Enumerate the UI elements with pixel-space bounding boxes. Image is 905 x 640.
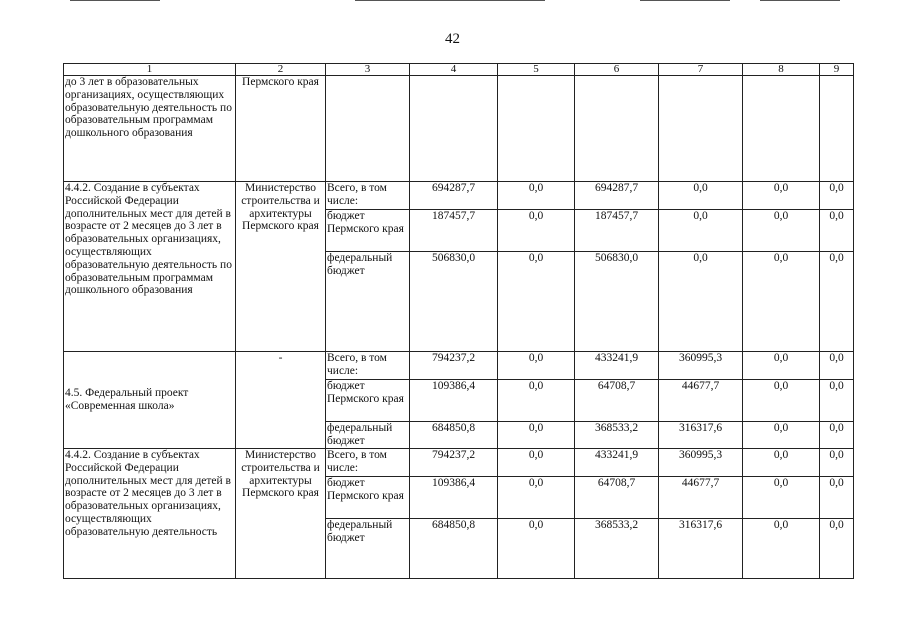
- value-col7: 316317,6: [659, 519, 743, 579]
- value-col8: 0,0: [743, 252, 820, 352]
- value-col9: 0,0: [820, 252, 854, 352]
- activity-description: 4.5. Федеральный проект «Современная школа»: [64, 352, 236, 449]
- value-total: 794237,2: [410, 352, 498, 380]
- responsible-executor: Министерство строительства и архитектуры Пермского края: [236, 182, 326, 352]
- value-col8: 0,0: [743, 519, 820, 579]
- empty-cell: [575, 76, 659, 182]
- value-col5: 0,0: [498, 252, 575, 352]
- column-number: 4: [410, 64, 498, 76]
- column-number: 7: [659, 64, 743, 76]
- funding-source: федеральный бюджет: [326, 519, 410, 579]
- column-number-row: [64, 64, 854, 76]
- value-col7: 44677,7: [659, 380, 743, 422]
- funding-source: федеральный бюджет: [326, 252, 410, 352]
- value-col7: 360995,3: [659, 352, 743, 380]
- top-rule-mid: [355, 0, 545, 1]
- value-col7: 0,0: [659, 252, 743, 352]
- value-col5: 0,0: [498, 422, 575, 449]
- column-number: 2: [236, 64, 326, 76]
- value-col8: 0,0: [743, 352, 820, 380]
- column-number: 8: [743, 64, 820, 76]
- value-total: 794237,2: [410, 449, 498, 477]
- value-col8: 0,0: [743, 477, 820, 519]
- funding-source: бюджет Пермского края: [326, 477, 410, 519]
- value-total: 684850,8: [410, 422, 498, 449]
- top-rule-right: [640, 0, 730, 1]
- value-col8: 0,0: [743, 449, 820, 477]
- responsible-executor: Пермского края: [236, 76, 326, 182]
- value-col8: 0,0: [743, 210, 820, 252]
- value-col5: 0,0: [498, 380, 575, 422]
- value-col9: 0,0: [820, 380, 854, 422]
- funding-source: бюджет Пермского края: [326, 210, 410, 252]
- value-col9: 0,0: [820, 210, 854, 252]
- value-col8: 0,0: [743, 380, 820, 422]
- table-row: [64, 449, 854, 477]
- value-col5: 0,0: [498, 449, 575, 477]
- activity-description: 4.4.2. Создание в субъектах Российской Федерации дополнительных мест для детей в возрасте от 2 месяцев до 3 лет в образовательных организациях, осуществляющих образовательную деятельность по образовательным программам дошкольного образования: [64, 182, 236, 352]
- value-total: 109386,4: [410, 380, 498, 422]
- value-col7: 44677,7: [659, 477, 743, 519]
- value-col9: 0,0: [820, 519, 854, 579]
- empty-cell: [326, 76, 410, 182]
- value-col9: 0,0: [820, 477, 854, 519]
- budget-table: [63, 63, 854, 579]
- value-col7: 360995,3: [659, 449, 743, 477]
- value-col7: 0,0: [659, 210, 743, 252]
- value-col9: 0,0: [820, 352, 854, 380]
- value-total: 694287,7: [410, 182, 498, 210]
- page-number: 42: [445, 31, 460, 47]
- value-col7: 0,0: [659, 182, 743, 210]
- funding-source: Всего, в том числе:: [326, 182, 410, 210]
- funding-source: Всего, в том числе:: [326, 352, 410, 380]
- value-col5: 0,0: [498, 182, 575, 210]
- empty-cell: [743, 76, 820, 182]
- value-col6: 187457,7: [575, 210, 659, 252]
- value-col6: 368533,2: [575, 422, 659, 449]
- value-total: 109386,4: [410, 477, 498, 519]
- table-row: [64, 352, 854, 380]
- value-total: 684850,8: [410, 519, 498, 579]
- activity-description: 4.4.2. Создание в субъектах Российской Федерации дополнительных мест для детей в возрасте от 2 месяцев до 3 лет в образовательных организациях, осуществляющих образовательную деятельность: [64, 449, 236, 579]
- responsible-executor: Министерство строительства и архитектуры Пермского края: [236, 449, 326, 579]
- value-col8: 0,0: [743, 182, 820, 210]
- empty-cell: [410, 76, 498, 182]
- value-col6: 368533,2: [575, 519, 659, 579]
- empty-cell: [659, 76, 743, 182]
- empty-cell: [820, 76, 854, 182]
- funding-source: федеральный бюджет: [326, 422, 410, 449]
- column-number: 6: [575, 64, 659, 76]
- value-col9: 0,0: [820, 182, 854, 210]
- value-col7: 316317,6: [659, 422, 743, 449]
- value-col9: 0,0: [820, 422, 854, 449]
- value-total: 506830,0: [410, 252, 498, 352]
- value-col5: 0,0: [498, 519, 575, 579]
- value-col6: 64708,7: [575, 477, 659, 519]
- activity-description: до 3 лет в образовательных организациях, осуществляющих образовательную деятельность по образовательным программам дошкольного образования: [64, 76, 236, 182]
- value-col6: 64708,7: [575, 380, 659, 422]
- value-col8: 0,0: [743, 422, 820, 449]
- responsible-executor: -: [236, 352, 326, 449]
- value-col6: 694287,7: [575, 182, 659, 210]
- column-number: 3: [326, 64, 410, 76]
- value-total: 187457,7: [410, 210, 498, 252]
- value-col6: 506830,0: [575, 252, 659, 352]
- value-col6: 433241,9: [575, 352, 659, 380]
- table-row: [64, 76, 854, 182]
- column-number: 5: [498, 64, 575, 76]
- value-col5: 0,0: [498, 477, 575, 519]
- column-number: 1: [64, 64, 236, 76]
- value-col6: 433241,9: [575, 449, 659, 477]
- column-number: 9: [820, 64, 854, 76]
- top-rule-far-right: [760, 0, 840, 1]
- empty-cell: [498, 76, 575, 182]
- funding-source: бюджет Пермского края: [326, 380, 410, 422]
- table-row: [64, 182, 854, 210]
- value-col9: 0,0: [820, 449, 854, 477]
- funding-source: Всего, в том числе:: [326, 449, 410, 477]
- top-rule-left: [70, 0, 160, 1]
- value-col5: 0,0: [498, 352, 575, 380]
- value-col5: 0,0: [498, 210, 575, 252]
